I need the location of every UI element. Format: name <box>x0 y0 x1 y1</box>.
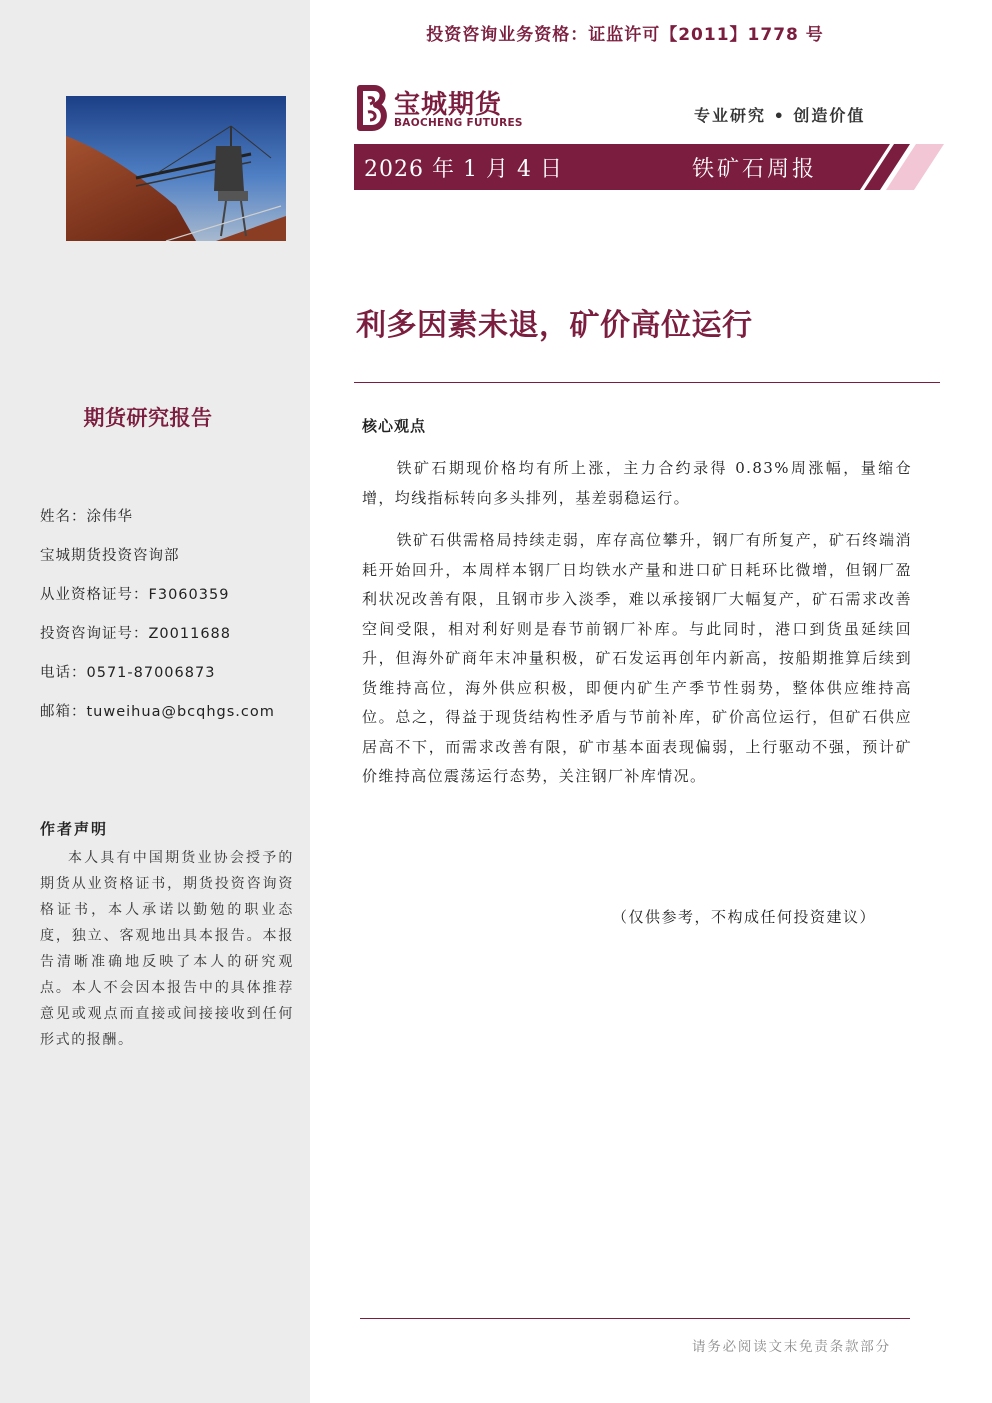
author-email: 邮箱：tuweihua@bcqhgs.com <box>40 704 275 720</box>
declaration-body: 本人具有中国期货业协会授予的期货从业资格证书，期货投资咨询资格证书，本人承诺以勤勉的职业态度，独立、客观地出具本报告。本报告清晰准确地反映了本人的研究观点。本人不会因本报告中的具体推荐意见或观点而直接或间接接收到任何形式的报酬。 <box>40 850 294 1048</box>
report-category-title: 期货研究报告 <box>83 406 213 430</box>
headline-divider <box>354 382 940 383</box>
core-view-paragraph-2: 铁矿石供需格局持续走弱，库存高位攀升，钢厂有所复产，矿石终端消耗开始回升，本周样本钢厂日均铁水产量和进口矿日耗环比微增，但钢厂盈利状况改善有限，且钢市步入淡季，难以承接钢厂大幅复产，矿石需求改善空间受限，相对利好则是春节前钢厂补库。与此同时，港口到货虽延续回升，但海外矿商年末冲量积极，矿石发运再创年内新高，按船期推算后续到货维持高位，海外供应积极，即便内矿生产季节性弱势，整体供应维持高位。总之，得益于现货结构性矛盾与节前补库，矿价高位运行，但矿石供应居高不下，而需求改善有限，矿市基本面表现偏弱，上行驱动不强，预计矿价维持高位震荡运行态势，关注钢厂补库情况。 <box>362 531 912 785</box>
author-phone: 电话：0571-87006873 <box>40 665 216 681</box>
investment-disclaimer: （仅供参考，不构成任何投资建议） <box>612 908 877 926</box>
sidebar <box>0 0 310 1403</box>
logo-text-en: BAOCHENG FUTURES <box>394 117 523 129</box>
footer-note: 请务必阅读文末免责条款部分 <box>692 1339 891 1355</box>
report-date: 2026 年 1 月 4 日 <box>364 157 563 182</box>
slogan: 专业研究 • 创造价值 <box>694 106 866 125</box>
core-view-paragraph-1: 铁矿石期现价格均有所上涨，主力合约录得 0.83%周涨幅，量缩仓增，均线指标转向多头排列，基差弱稳运行。 <box>362 459 912 507</box>
core-view-title: 核心观点 <box>362 417 427 435</box>
declaration-title: 作者声明 <box>40 820 109 838</box>
footer-divider <box>360 1318 910 1319</box>
stacker-reclaimer-photo <box>66 96 286 241</box>
author-practice-license: 从业资格证号：F3060359 <box>40 587 230 603</box>
company-logo <box>354 84 524 134</box>
logo-mark-icon <box>354 84 392 132</box>
author-info <box>40 498 300 732</box>
cover-photo <box>66 96 286 241</box>
author-consulting-license: 投资咨询证号：Z0011688 <box>40 626 232 642</box>
headline: 利多因素未退，矿价高位运行 <box>356 308 753 343</box>
qualification-line: 投资咨询业务资格：证监许可【2011】1778 号 <box>426 25 824 45</box>
logo-text-cn: 宝城期货 <box>394 90 503 120</box>
author-department: 宝城期货投资咨询部 <box>40 548 180 564</box>
author-name: 姓名：涂伟华 <box>40 509 133 525</box>
report-type: 铁矿石周报 <box>692 157 818 182</box>
